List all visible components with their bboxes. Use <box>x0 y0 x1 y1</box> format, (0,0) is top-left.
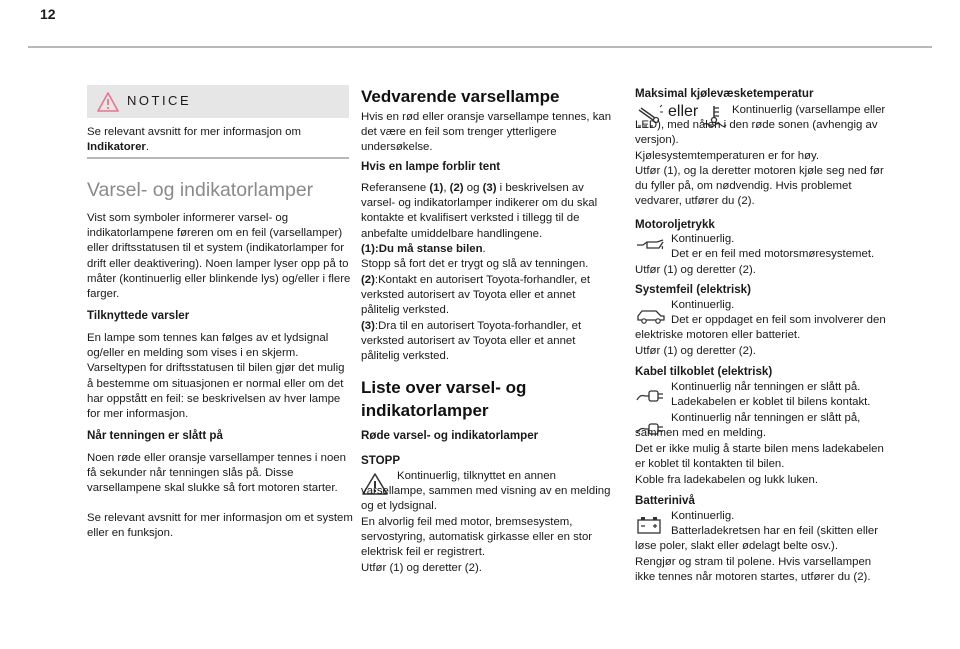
battery-text-2: Batterladekretsen har en feil (skitten eller løse poler, slakt eller ødelagt belte osv.). <box>635 525 879 553</box>
intro-paragraph: Vist som symboler informerer varsel- og indikatorlampene føreren om en feil (varsellamper) eller driftsstatusen til et system (indikatorlamper for drift eller deaktivering). Noen lamper lyser opp på to måter (kontinuerlig eller blinkende lys) og/eller i flere farger. <box>87 212 351 301</box>
reference-1: (1):Du må stanse bilen. Stopp så fort det er trygt og slå av tenningen. <box>361 243 589 271</box>
stop-text-2: En alvorlig feil med motor, bremsesystem, servostyring, automatisk girkasse eller en stor elektrisk feil er registrert. <box>361 516 593 559</box>
battery-text-1: Kontinuerlig. <box>671 510 735 522</box>
oil-text-1: Kontinuerlig. <box>671 233 735 245</box>
stop-text-3: Utfør (1) og deretter (2). <box>361 562 482 574</box>
subheading-tenning: Når tenningen er slått på <box>87 429 223 442</box>
stop-title: STOPP <box>361 454 401 467</box>
subheading-lampe-tent: Hvis en lampe forblir tent <box>361 160 501 173</box>
notice-header <box>87 85 349 118</box>
cable-title: Kabel tilkoblet (elektrisk) <box>635 365 773 378</box>
cable-text-1: Kontinuerlig når tenningen er slått på. <box>671 381 861 393</box>
system-fault-text-3: Utfør (1) og deretter (2). <box>635 345 756 357</box>
section-heading-varsel: Varsel- og indikatorlamper <box>87 179 314 201</box>
coolant-text-1: Kontinuerlig (varsellampe eller LED), med nålen i den røde sonen (avhengig av versjon). <box>635 104 886 147</box>
tenning-paragraph-2: Se relevant avsnitt for mer informasjon om et system eller en funksjon. <box>87 512 353 540</box>
reference-2: (2):Kontakt en autorisert Toyota-forhandler, et verksted autorisert av Toyota eller et annet pålitelig verksted. <box>361 274 590 317</box>
subheading-rode-lamper: Røde varsel- og indikatorlamper <box>361 429 539 442</box>
system-fault-text-1: Kontinuerlig. <box>671 299 735 311</box>
warning-triangle-icon <box>96 91 120 118</box>
system-fault-title: Systemfeil (elektrisk) <box>635 283 751 296</box>
battery-title: Batterinivå <box>635 494 695 507</box>
stop-text-1: Kontinuerlig, tilknyttet en annen varsellampe, sammen med visning av en melding og et lydsignal. <box>361 470 611 513</box>
coolant-title: Maksimal kjølevæsketemperatur <box>635 87 814 100</box>
battery-text-3: Rengjør og stram til polene. Hvis varsellampen ikke tennes når motoren startes, utfører du (2). <box>635 556 872 584</box>
top-rule <box>28 46 932 48</box>
oil-text-3: Utfør (1) og deretter (2). <box>635 264 756 276</box>
tenning-paragraph-1: Noen røde eller oransje varsellamper tennes i noen få sekunder når tenningen slås på. Disse varsellampene skal slukke så fort motoren starter. <box>87 452 346 495</box>
oil-text-2: Det er en feil med motorsmøresystemet. <box>671 248 875 260</box>
notice-box <box>87 85 349 159</box>
notice-text: Se relevant avsnitt for mer informasjon om Indikatorer. <box>87 126 301 154</box>
page-number: 12 <box>40 6 56 22</box>
coolant-text-2: Kjølesystemtemperaturen er for høy. <box>635 150 819 162</box>
reference-3: (3):Dra til en autorisert Toyota-forhandler, et verksted autorisert av Toyota eller et annet pålitelig verksted. <box>361 320 582 363</box>
tilknyttede-paragraph: En lampe som tennes kan følges av et lydsignal og/eller en melding som vises i en skjerm. Varseltypen for driftsstatusen til bilen gjør det mulig å bestemme om situasjonen er normal eller om det har oppstått en feil: se beskrivelsen av hver lampe for mer informasjon. <box>87 332 345 421</box>
coolant-or-label: eller <box>668 103 699 120</box>
subheading-tilknyttede: Tilknyttede varsler <box>87 309 190 322</box>
system-fault-text-2: Det er oppdaget en feil som involverer den elektriske motoren eller batteriet. <box>635 314 886 342</box>
cable-text-4: Det er ikke mulig å starte bilen mens ladekabelen er koblet til kontakten til bilen. <box>635 443 884 471</box>
references-paragraph: Referansene (1), (2) og (3) i beskrivelsen av varsel- og indikatorlamper indikerer om du skal kontakte et kvalifisert verksted i tillegg til de anbefalte umiddelbare handlingene. <box>361 182 598 240</box>
cable-text-2: Ladekabelen er koblet til bilens kontakt. <box>671 396 871 408</box>
charging-cable-icon <box>635 386 665 411</box>
coolant-text-3: Utfør (1), og la deretter motoren kjøle seg ned før du fyller på, om nødvendig. Hvis problemet vedvarer, utfører du (2). <box>635 165 884 208</box>
cable-text-5: Koble fra ladekabelen og lukk luken. <box>635 474 819 486</box>
section-heading-vedvarende: Vedvarende varsellampe <box>361 87 560 106</box>
section-heading-liste: Liste over varsel- og indikatorlamper <box>361 378 527 420</box>
notice-title: NOTICE <box>127 93 192 108</box>
vedvarende-intro: Hvis en rød eller oransje varsellampe tennes, kan det være en feil som trenger ytterligere undersøkelse. <box>361 111 612 154</box>
notice-link-indikatorer: Indikatorer <box>87 141 146 154</box>
cable-text-3: Kontinuerlig når tenningen er slått på, sammen med en melding. <box>635 412 861 440</box>
oil-title: Motoroljetrykk <box>635 218 715 231</box>
